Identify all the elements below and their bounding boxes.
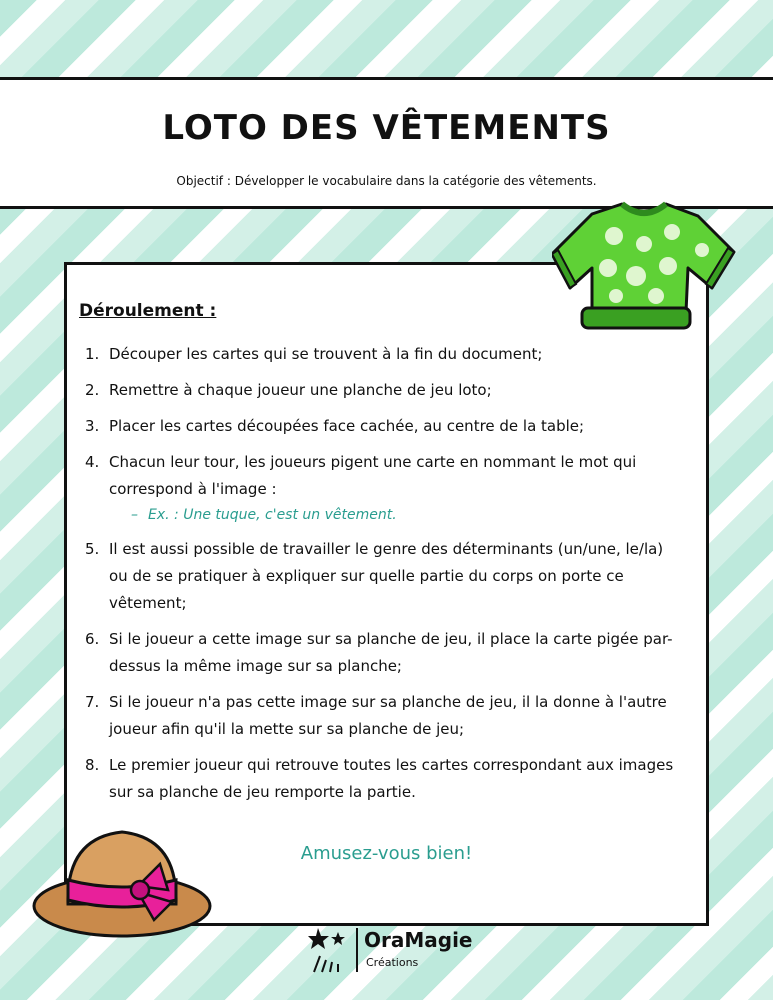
step-text: Si le joueur a cette image sur sa planche de jeu, il place la carte pigée par-dessus la même image sur sa planche; bbox=[109, 630, 673, 675]
step-number: 4. bbox=[85, 453, 100, 471]
logo-name: OraMagie bbox=[364, 928, 473, 952]
step-number: 8. bbox=[85, 756, 100, 774]
hat-icon bbox=[28, 808, 218, 942]
logo-divider bbox=[356, 928, 358, 972]
step-number: 2. bbox=[85, 381, 100, 399]
stars-icon bbox=[308, 926, 352, 974]
steps-list bbox=[85, 341, 685, 815]
list-item bbox=[85, 341, 685, 368]
step-number: 7. bbox=[85, 693, 100, 711]
step-text: Remettre à chaque joueur une planche de jeu loto; bbox=[109, 381, 492, 399]
step-text: Il est aussi possible de travailler le genre des déterminants (un/une, le/la) ou de se pratiquer à expliquer sur quelle partie du corps on porte ce vêtement; bbox=[109, 540, 664, 612]
list-item bbox=[85, 752, 685, 806]
example-text: Ex. : Une tuque, c'est un vêtement. bbox=[148, 507, 397, 523]
title-banner bbox=[0, 77, 773, 209]
step-text: Si le joueur n'a pas cette image sur sa planche de jeu, il la donne à l'autre joueur afin qu'il la mette sur sa planche de jeu; bbox=[109, 693, 667, 738]
step-number: 3. bbox=[85, 417, 100, 435]
list-item bbox=[85, 689, 685, 743]
step-number: 5. bbox=[85, 540, 100, 558]
section-heading: Déroulement : bbox=[79, 301, 217, 321]
list-item bbox=[85, 536, 685, 617]
logo-subtitle: Créations bbox=[366, 956, 419, 969]
example-note: – Ex. : Une tuque, c'est un vêtement. bbox=[131, 507, 397, 523]
closing-message: Amusez-vous bien! bbox=[300, 843, 473, 864]
step-text: Placer les cartes découpées face cachée, au centre de la table; bbox=[109, 417, 585, 435]
step-text: Le premier joueur qui retrouve toutes les cartes correspondant aux images sur sa planche de jeu remporte la partie. bbox=[109, 756, 674, 801]
page-title: LOTO DES VÊTEMENTS bbox=[162, 108, 611, 148]
brand-logo bbox=[308, 926, 478, 976]
sweater-icon bbox=[552, 196, 738, 336]
step-text: Découper les cartes qui se trouvent à la fin du document; bbox=[109, 345, 543, 363]
step-number: 6. bbox=[85, 630, 100, 648]
list-item bbox=[85, 413, 685, 440]
objective-text: Objectif : Développer le vocabulaire dans la catégorie des vêtements. bbox=[176, 174, 597, 188]
list-item bbox=[85, 449, 685, 527]
list-item bbox=[85, 626, 685, 680]
step-text: Chacun leur tour, les joueurs pigent une carte en nommant le mot qui correspond à l'image : bbox=[109, 453, 637, 498]
step-number: 1. bbox=[85, 345, 100, 363]
list-item bbox=[85, 377, 685, 404]
